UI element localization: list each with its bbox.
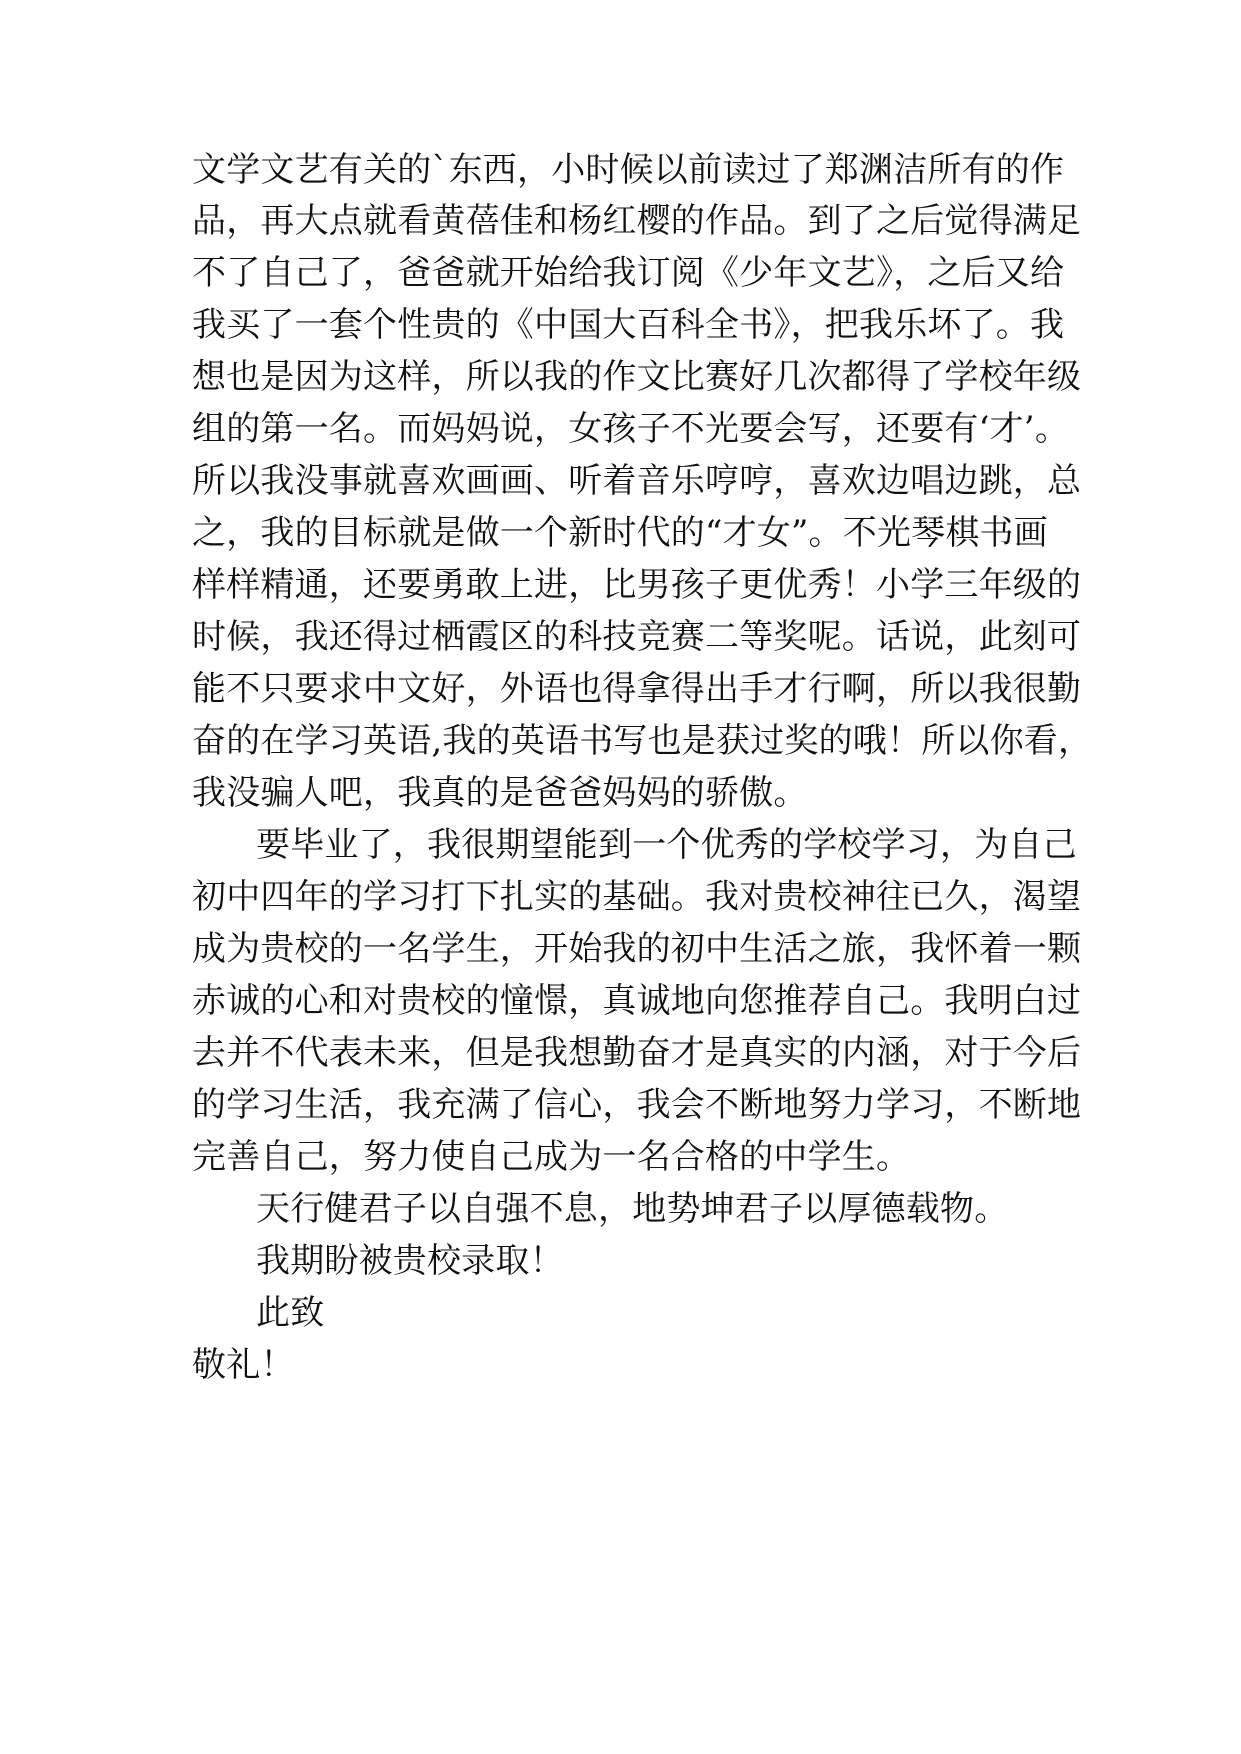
salutation-line: 此致 [256, 1293, 325, 1333]
text-line: 所以我没事就喜欢画画、听着音乐哼哼，喜欢边唱边跳，总 [192, 461, 1082, 501]
text-line: 成为贵校的一名学生，开始我的初中生活之旅，我怀着一颗 [192, 929, 1082, 969]
text-line: 组的第一名。而妈妈说，女孩子不光要会写，还要有‘才’。 [192, 409, 1070, 449]
text-line: 赤诚的心和对贵校的憧憬，真诚地向您推荐自己。我明白过 [192, 981, 1082, 1021]
text-line: 不了自己了，爸爸就开始给我订阅《少年文艺》，之后又给 [192, 253, 1065, 293]
text-line: 我没骗人吧，我真的是爸爸妈妈的骄傲。 [192, 773, 808, 813]
paragraph-start-line: 要毕业了，我很期望能到一个优秀的学校学习，为自己 [256, 825, 1077, 865]
regards-line: 敬礼！ [192, 1345, 295, 1385]
text-line: 初中四年的学习打下扎实的基础。我对贵校神往已久，渴望 [192, 877, 1082, 917]
text-line: 我买了一套个性贵的《中国大百科全书》，把我乐坏了。我 [192, 305, 1065, 345]
text-line: 完善自己，努力使自己成为一名合格的中学生。 [192, 1137, 911, 1177]
closing-wish-line: 我期盼被贵校录取！ [256, 1241, 564, 1281]
quote-line: 天行健君子以自强不息，地势坤君子以厚德载物。 [256, 1189, 1009, 1229]
text-line: 去并不代表未来，但是我想勤奋才是真实的内涵，对于今后 [192, 1033, 1082, 1073]
text-line: 想也是因为这样，所以我的作文比赛好几次都得了学校年级 [192, 357, 1082, 397]
text-line: 样样精通，还要勇敢上进，比男孩子更优秀！小学三年级的 [192, 565, 1082, 605]
text-line: 时候，我还得过栖霞区的科技竞赛二等奖呢。话说，此刻可 [192, 617, 1082, 657]
text-line: 品，再大点就看黄蓓佳和杨红樱的作品。到了之后觉得满足 [192, 201, 1082, 241]
text-line: 的学习生活，我充满了信心，我会不断地努力学习，不断地 [192, 1085, 1082, 1125]
text-line: 能不只要求中文好，外语也得拿得出手才行啊，所以我很勤 [192, 669, 1082, 709]
text-line: 奋的在学习英语,我的英语书写也是获过奖的哦！所以你看， [192, 721, 1093, 761]
text-line: 之，我的目标就是做一个新时代的“才女”。不光琴棋书画 [192, 513, 1048, 553]
text-line: 文学文艺有关的`东西，小时候以前读过了郑渊洁所有的作 [192, 150, 1065, 190]
